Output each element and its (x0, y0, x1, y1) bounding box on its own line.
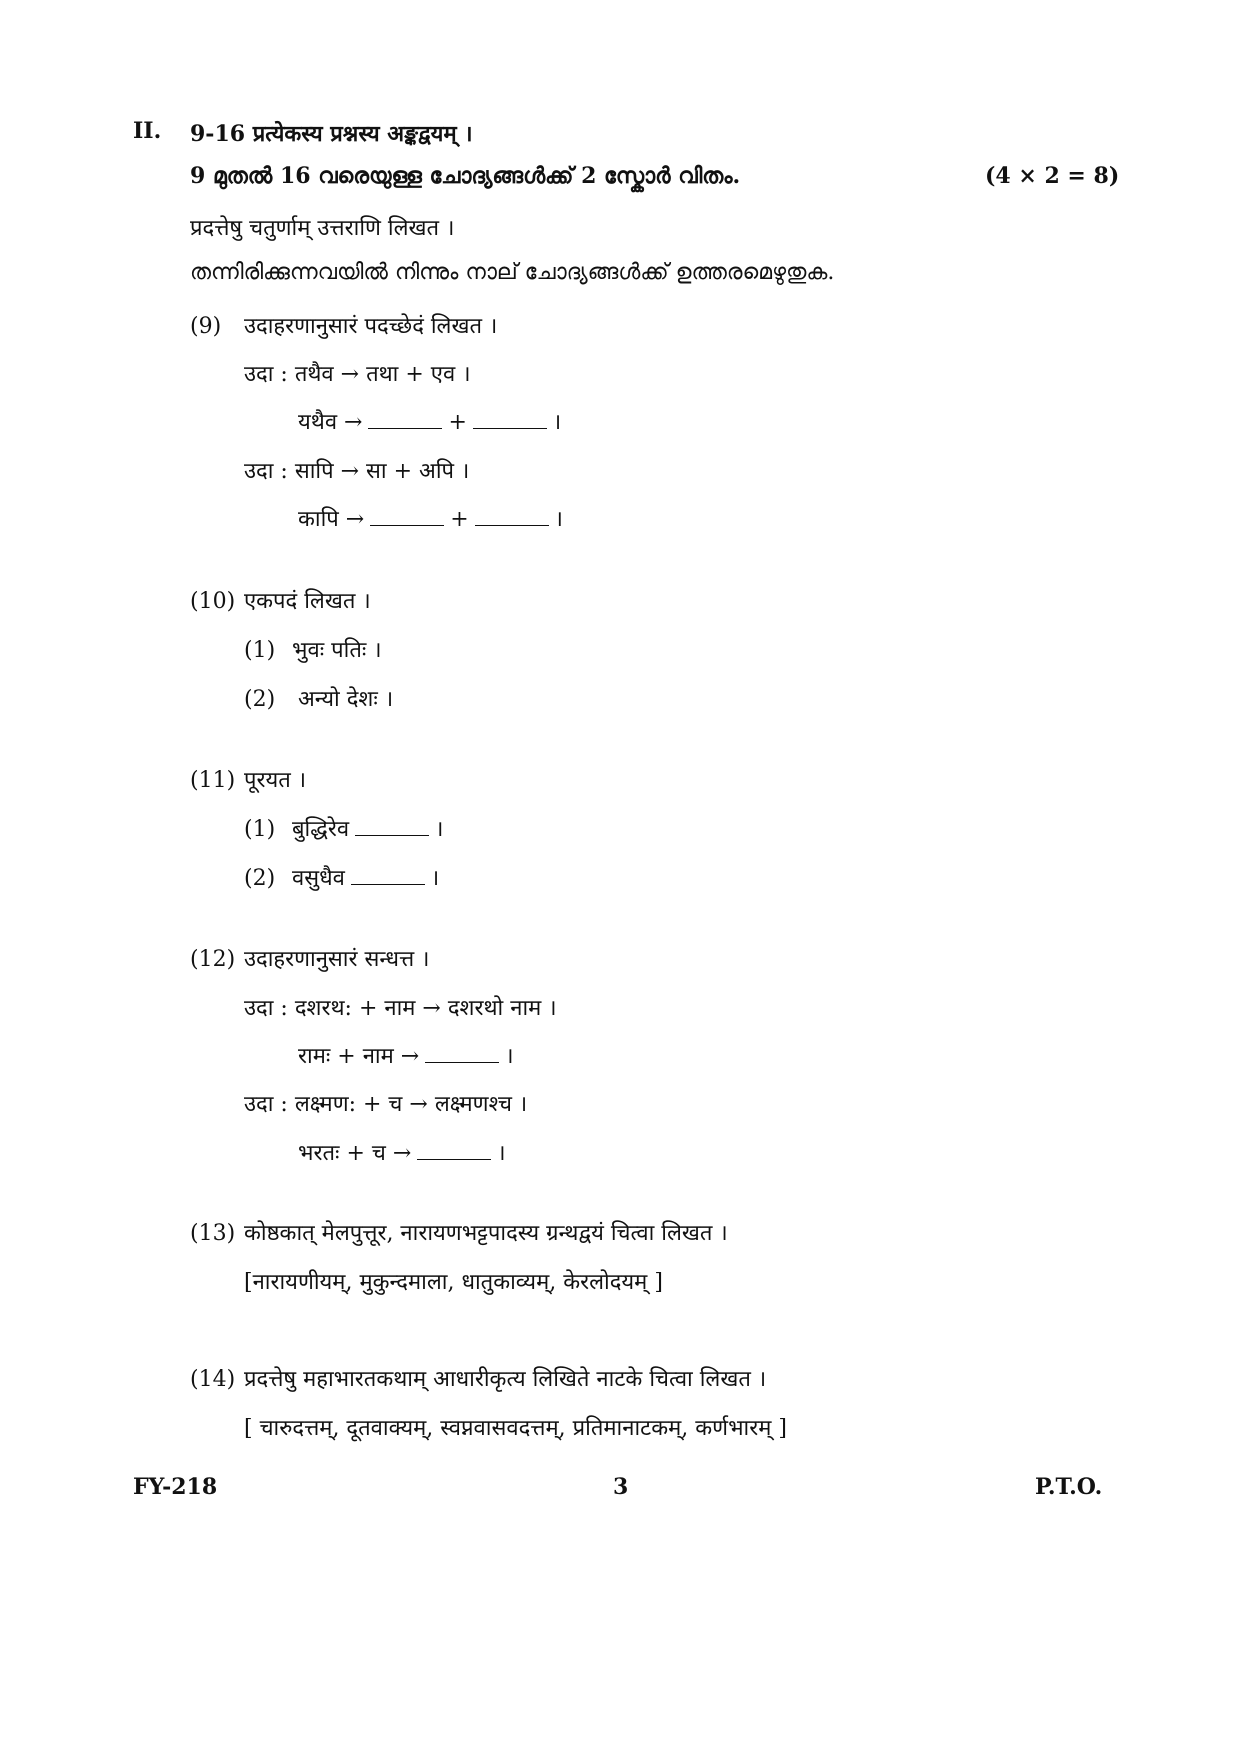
item-number: (1) (244, 638, 276, 663)
q12-example-2: उदा : लक्ष्मण: + च → लक्ष्मणश्च । (244, 1092, 528, 1117)
q9-task-1 (298, 406, 561, 436)
q11-item-1 (244, 813, 443, 843)
instruction-sanskrit: प्रदत्तेषु चतुर्णाम् उत्तराणि लिखत । (190, 216, 455, 241)
answer-blank[interactable] (368, 408, 442, 429)
question-text: उदाहरणानुसारं सन्धत्त । (244, 947, 430, 972)
q12-task-1 (298, 1040, 514, 1070)
danda: । (497, 1141, 506, 1166)
q14-options: [ चारुदत्तम्, दूतवाक्यम्, स्वप्नवासवदत्तम्, प्रतिमानाटकम्, कर्णभारम् ] (244, 1416, 787, 1441)
question-number: (12) (190, 947, 236, 972)
footer-code: FY-218 (133, 1474, 218, 1500)
danda: । (554, 507, 563, 532)
answer-blank[interactable] (351, 864, 425, 885)
task-word: कापि → (298, 507, 365, 532)
q9-example-2: उदा : सापि → सा + अपि । (244, 459, 470, 484)
danda: । (505, 1044, 514, 1069)
task-word: रामः + नाम → (298, 1044, 420, 1069)
plus-sign: + (448, 410, 467, 435)
plus-sign: + (450, 507, 469, 532)
answer-blank[interactable] (473, 408, 547, 429)
task-word: भरतः + च → (298, 1141, 412, 1166)
item-number: (2) (244, 866, 276, 891)
section-heading-sanskrit: 9-16 प्रत्येकस्य प्रश्नस्य अङ्कद्वयम् । (190, 121, 473, 147)
danda: । (435, 817, 444, 842)
item-text: भुवः पतिः । (292, 638, 382, 663)
question-number: (13) (190, 1221, 236, 1246)
question-number: (11) (190, 768, 236, 793)
section-number: II. (133, 118, 162, 144)
item-number: (2) (244, 687, 276, 712)
task-word: यथैव → (298, 410, 363, 435)
answer-blank[interactable] (475, 505, 549, 526)
q10-item-1 (244, 634, 382, 664)
question-11 (190, 764, 306, 794)
q9-example-1: उदा : तथैव → तथा + एव । (244, 362, 471, 387)
q10-item-2 (244, 683, 393, 713)
question-text: पूरयत । (244, 768, 307, 793)
answer-blank[interactable] (425, 1042, 499, 1063)
question-9 (190, 310, 497, 340)
item-number: (1) (244, 817, 276, 842)
question-number: (14) (190, 1367, 236, 1392)
item-text: वसुधैव (292, 866, 345, 891)
instruction-malayalam: തന്നിരിക്കുന്നവയിൽ നിന്നും നാല് ചോദ്യങ്ങൾക്ക് ഉത്തരമെഴുതുക. (190, 260, 835, 285)
question-text: एकपदं लिखत । (244, 589, 371, 614)
page-number: 3 (613, 1474, 629, 1500)
question-text: प्रदत्तेषु महाभारतकथाम् आधारीकृत्य लिखिते नाटके चित्वा लिखत । (244, 1367, 767, 1392)
question-number: (10) (190, 589, 236, 614)
danda: । (552, 410, 562, 435)
q11-item-2 (244, 862, 439, 892)
question-13 (190, 1217, 728, 1247)
answer-blank[interactable] (370, 505, 444, 526)
q13-options: [नारायणीयम्, मुकुन्दमाला, धातुकाव्यम्, केरलोदयम् ] (244, 1270, 663, 1295)
section-marks: (4 × 2 = 8) (985, 163, 1120, 189)
item-text: बुद्धिरेव (292, 817, 350, 842)
question-10 (190, 585, 371, 615)
question-14 (190, 1363, 766, 1393)
question-text: उदाहरणानुसारं पदच्छेदं लिखत । (244, 314, 498, 339)
question-number: (9) (190, 314, 222, 339)
answer-blank[interactable] (355, 815, 429, 836)
danda: । (430, 866, 440, 891)
q12-task-2 (298, 1137, 506, 1167)
section-heading-malayalam: 9 മുതൽ 16 വരെയുള്ള ചോദ്യങ്ങൾക്ക് 2 സ്കോർ വിതം. (190, 163, 741, 189)
answer-blank[interactable] (417, 1139, 491, 1160)
q9-task-2 (298, 503, 563, 533)
q12-example-1: उदा : दशरथ: + नाम → दशरथो नाम । (244, 996, 557, 1021)
question-12 (190, 943, 430, 973)
question-text: कोष्ठकात् मेलपुत्तूर, नारायणभट्टपादस्य ग्रन्थद्वयं चित्वा लिखत । (244, 1221, 728, 1246)
item-text: अन्यो देशः । (298, 687, 394, 712)
footer-pto: P.T.O. (1035, 1474, 1103, 1500)
